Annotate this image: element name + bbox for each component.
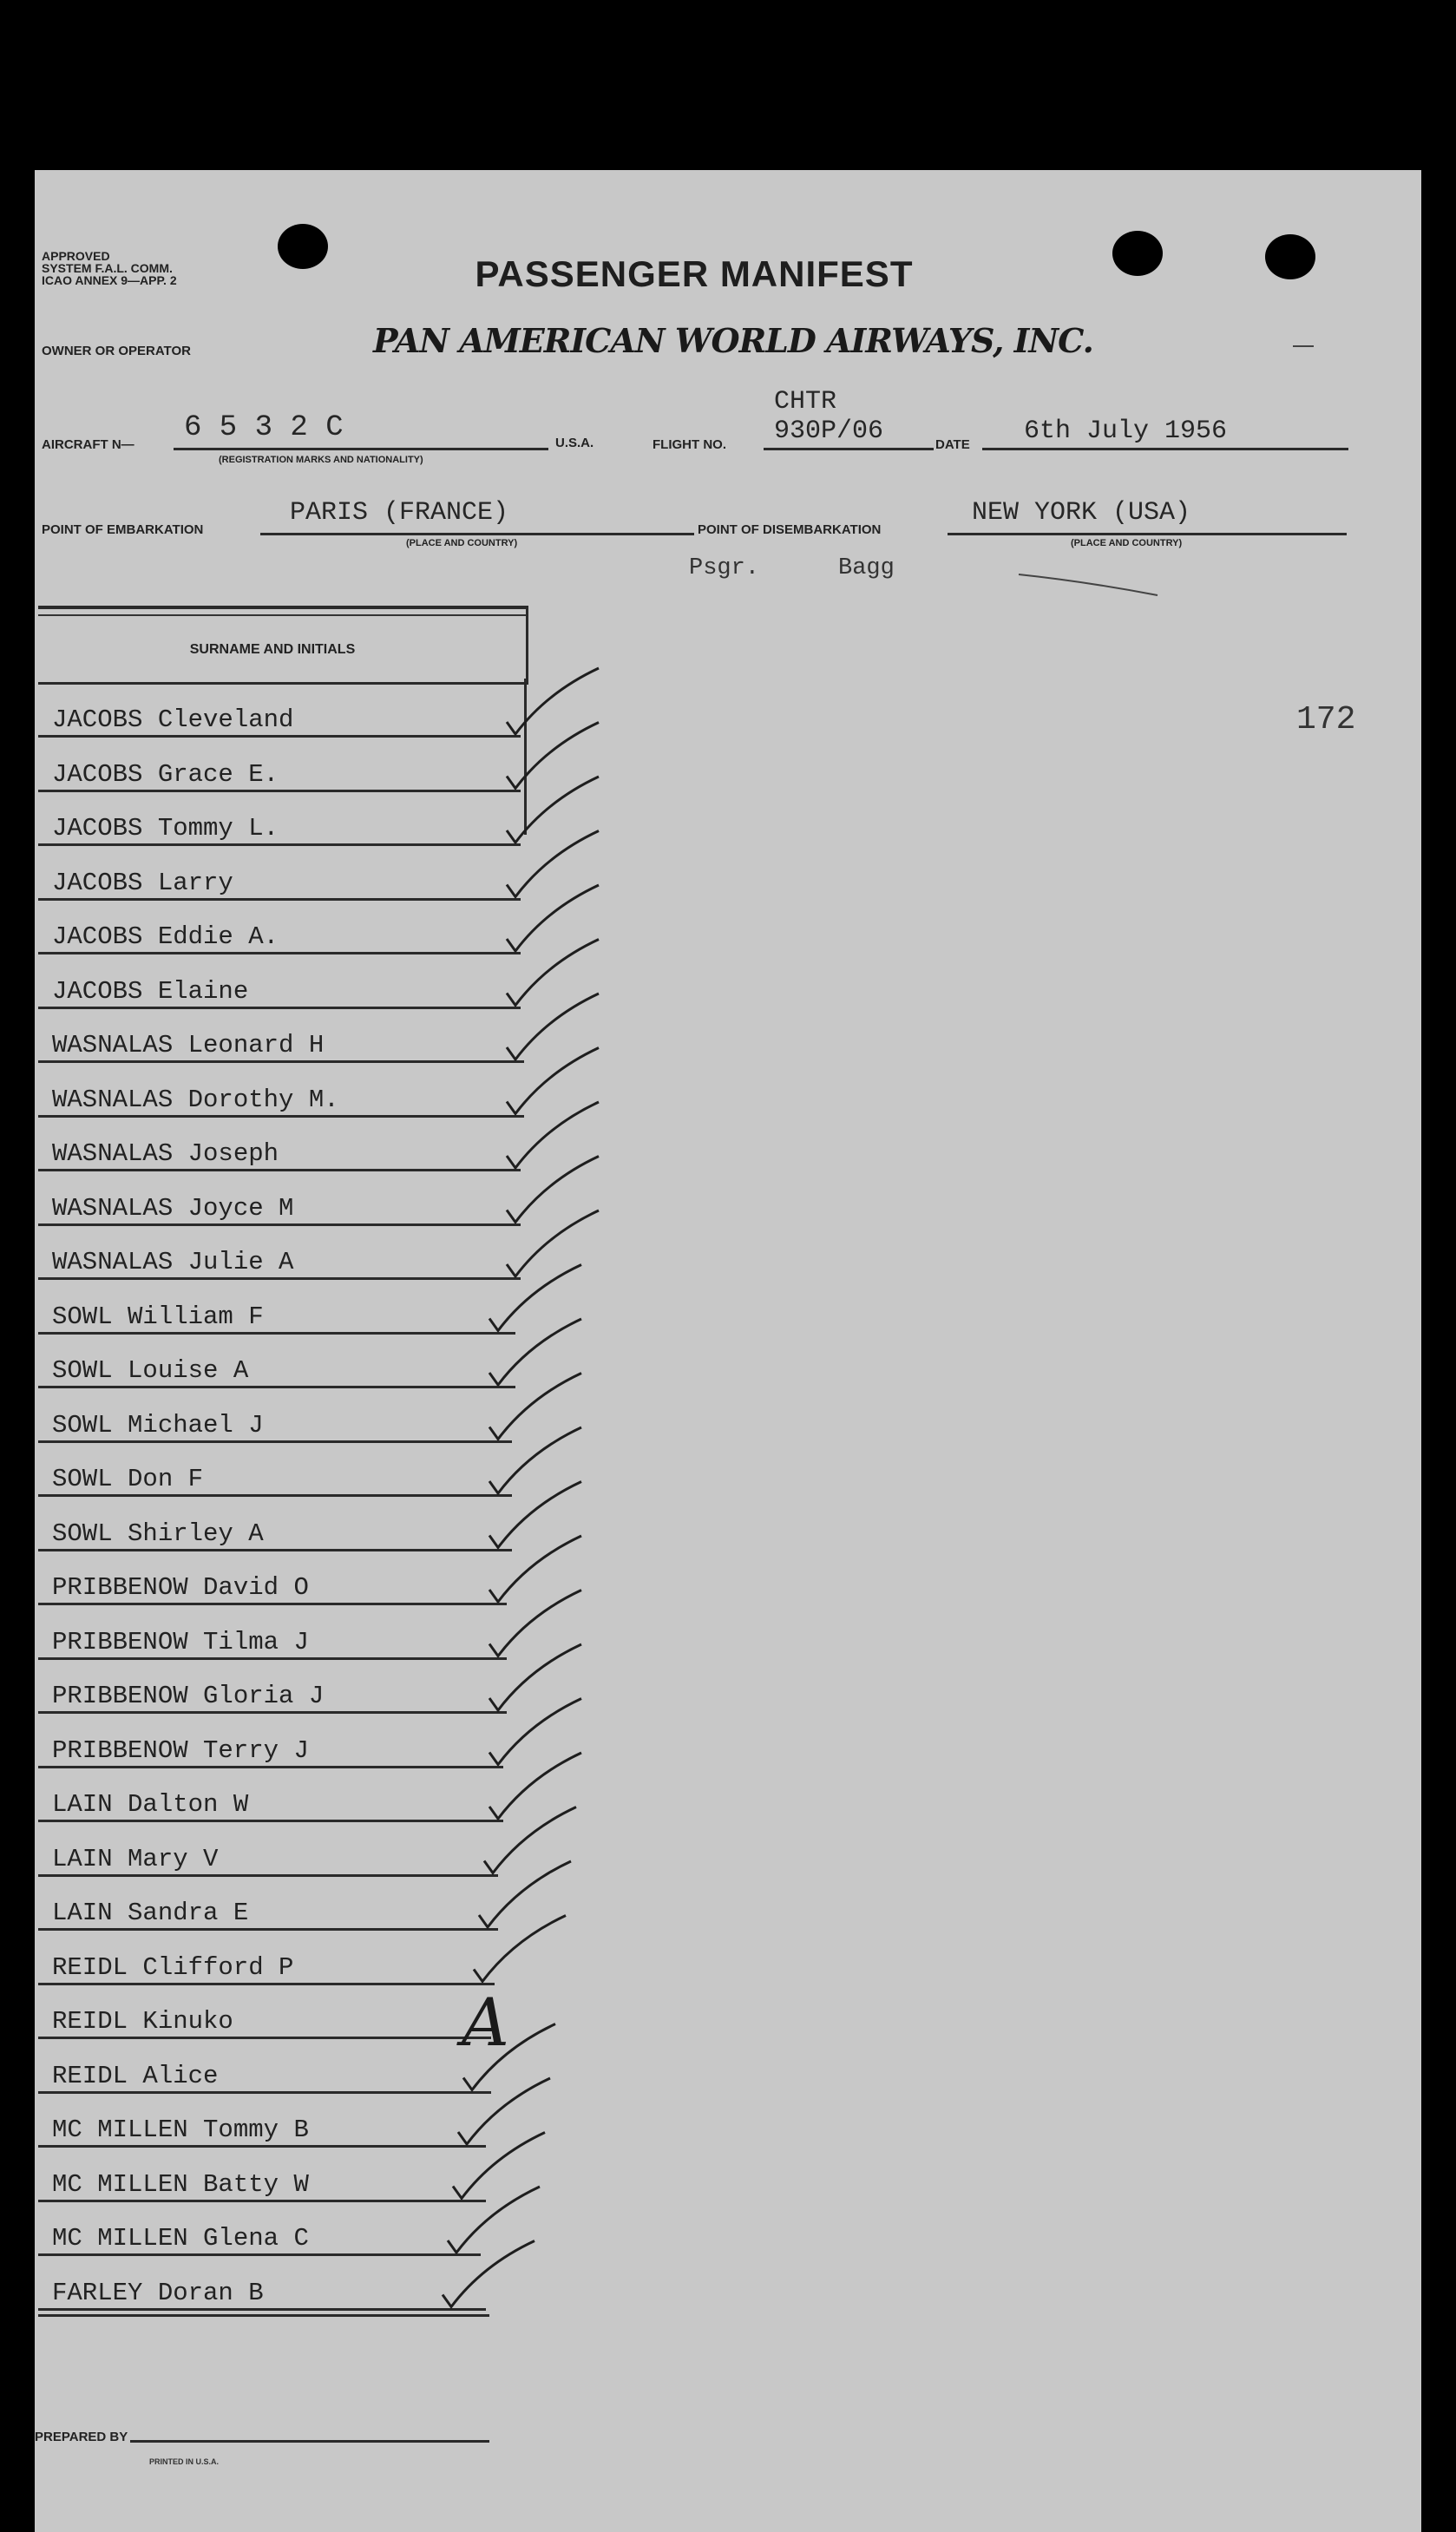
check-mark [507, 1157, 599, 1223]
passenger-name: MC MILLEN Batty W [52, 2169, 309, 2199]
page-number: 172 [1296, 701, 1356, 738]
passenger-name: LAIN Dalton W [52, 1790, 249, 1819]
passenger-name: WASNALAS Leonard H [52, 1031, 325, 1059]
flight-number: 930P/06 [774, 417, 884, 446]
flight-prefix: CHTR [774, 387, 837, 417]
disembark-label: POINT OF DISEMBARKATION [698, 522, 882, 537]
check-mark [489, 1265, 581, 1331]
passenger-name: PRIBBENOW Gloria J [52, 1682, 325, 1710]
passenger-name: SOWL Shirley A [52, 1519, 264, 1548]
printer-mark: PRINTED IN U.S.A. [149, 2457, 220, 2466]
check-mark [489, 1482, 581, 1548]
check-mark [507, 940, 599, 1006]
check-mark [489, 1591, 581, 1656]
check-mark [489, 1644, 581, 1710]
flight-date: 6th July 1956 [1024, 417, 1228, 446]
disembarkation: NEW YORK (USA) [972, 498, 1191, 528]
passenger-name: JACOBS Elaine [52, 976, 249, 1006]
check-mark [507, 831, 599, 897]
passenger-name: MC MILLEN Tommy B [52, 2115, 309, 2144]
passenger-name: SOWL Louise A [52, 1356, 249, 1385]
passenger-name: JACOBS Cleveland [52, 705, 294, 734]
check-mark [507, 994, 599, 1059]
embarkation: PARIS (FRANCE) [290, 498, 509, 528]
handwritten-mark: A [462, 1984, 509, 2061]
check-mark [507, 668, 599, 734]
operator-name: PAN AMERICAN WORLD AIRWAYS, INC. [373, 321, 1093, 360]
passenger-name: JACOBS Tommy L. [52, 814, 279, 843]
registration-caption: (REGISTRATION MARKS AND NATIONALITY) [219, 455, 423, 465]
check-mark [507, 777, 599, 843]
date-label: DATE [935, 437, 970, 452]
owner-label: OWNER OR OPERATOR [42, 344, 191, 358]
passenger-name: PRIBBENOW David O [52, 1573, 309, 1602]
check-mark [489, 1536, 581, 1602]
check-mark [489, 1319, 581, 1385]
passenger-name: REIDL Kinuko [52, 2007, 233, 2036]
passenger-name: MC MILLEN Glena C [52, 2224, 309, 2253]
passenger-name: SOWL William F [52, 1302, 264, 1331]
passenger-name: REIDL Alice [52, 2061, 219, 2090]
approval-line-3: ICAO ANNEX 9—APP. 2 [42, 273, 177, 287]
prepared-by-label: PREPARED BY [35, 2430, 128, 2444]
passenger-name: WASNALAS Julie A [52, 1248, 294, 1276]
passenger-name: SOWL Don F [52, 1465, 204, 1493]
passenger-name: SOWL Michael J [52, 1410, 264, 1440]
check-mark [507, 1048, 599, 1114]
passenger-name: JACOBS Grace E. [52, 759, 279, 789]
passenger-name: WASNALAS Joseph [52, 1139, 279, 1168]
passenger-name: PRIBBENOW Tilma J [52, 1627, 309, 1656]
passenger-name: WASNALAS Dorothy M. [52, 1085, 339, 1114]
nationality: U.S.A. [555, 436, 594, 450]
column-baggage: Bagg [838, 555, 895, 581]
passenger-name: LAIN Sandra E [52, 1899, 249, 1927]
check-mark [507, 723, 599, 789]
flight-label: FLIGHT NO. [653, 437, 726, 452]
check-mark [507, 1102, 599, 1168]
aircraft-label: AIRCRAFT N— [42, 437, 134, 452]
prepared-by-line [130, 2440, 489, 2443]
approval-line-2: SYSTEM F.A.L. COMM. [42, 261, 173, 275]
passenger-name: REIDL Clifford P [52, 1952, 294, 1982]
check-mark [489, 1427, 581, 1493]
passenger-name: JACOBS Larry [52, 868, 233, 897]
list-bottom-rule [38, 2314, 489, 2317]
passenger-name: LAIN Mary V [52, 1844, 219, 1873]
check-mark [489, 1753, 581, 1819]
names-header: SURNAME AND INITIALS [189, 642, 356, 657]
check-mark [489, 1374, 581, 1440]
disembark-caption: (PLACE AND COUNTRY) [1071, 538, 1183, 548]
check-mark [489, 1699, 581, 1765]
column-passenger: Psgr. [689, 555, 760, 581]
passenger-name: FARLEY Doran B [52, 2278, 264, 2307]
aircraft-number: 6 5 3 2 C [184, 411, 344, 444]
passenger-name: PRIBBENOW Terry J [52, 1735, 309, 1765]
approval-line-1: APPROVED [42, 249, 110, 263]
check-mark [507, 885, 599, 951]
check-mark [507, 1210, 599, 1276]
passenger-name: WASNALAS Joyce M [52, 1193, 294, 1223]
form-title: PASSENGER MANIFEST [475, 253, 914, 294]
passenger-name: JACOBS Eddie A. [52, 922, 279, 951]
embark-label: POINT OF EMBARKATION [42, 522, 204, 537]
embark-caption: (PLACE AND COUNTRY) [406, 538, 518, 548]
